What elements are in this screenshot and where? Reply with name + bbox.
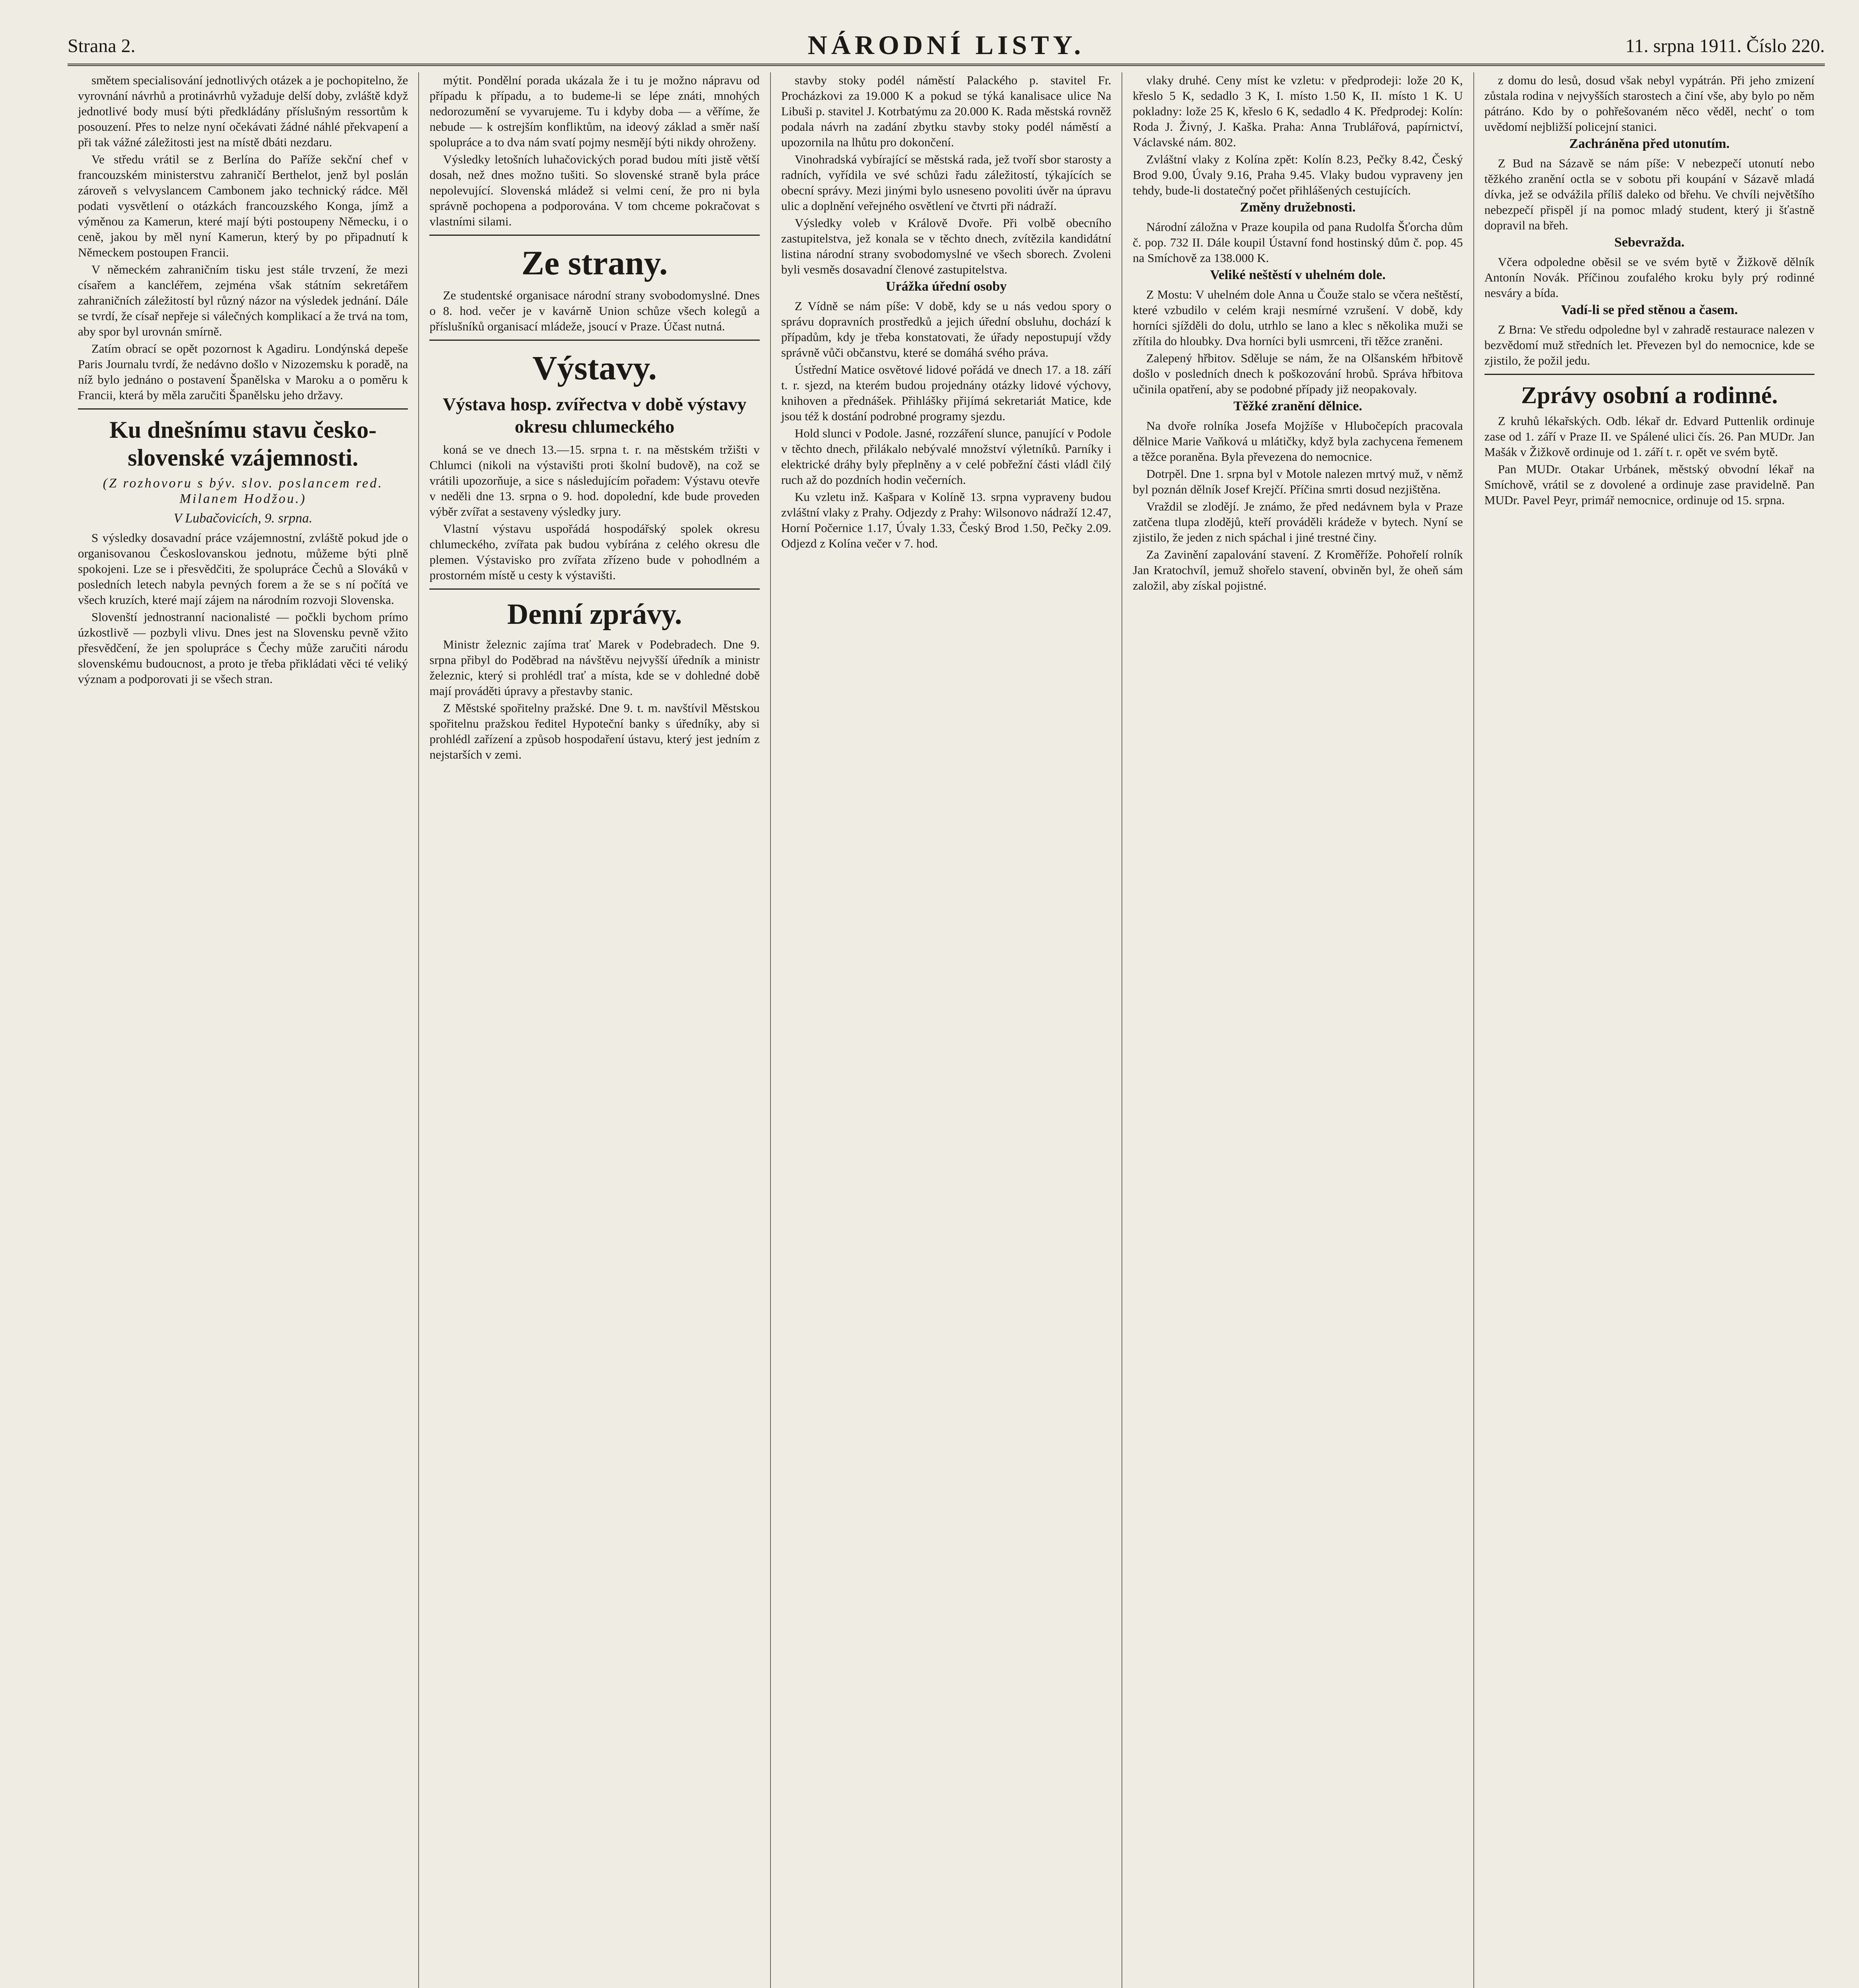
article-paragraph: Z Brna: Ve středu odpoledne byl v zahradě restaurace nalezen v bezvědomí muž středních let. Převezen byl do nemocnice, kde se zjistilo, že požil jedu.: [1484, 322, 1815, 367]
article-paragraph: Dotrpěl. Dne 1. srpna byl v Motole nalezen mrtvý muž, v němž byl poznán dělník Josef Krejčí. Příčina smrti dosud nezjištěna.: [1133, 467, 1463, 496]
article-paragraph: Z kruhů lékařských. Odb. lékař dr. Edvard Puttenlik ordinuje zase od 1. září v Praze II. ve Spálené ulici čís. 26. Pan MUDr. Jan Mašák v Žižkově ordinuje od 1. září t. r. opět ve svém bytě.: [1484, 414, 1815, 459]
article-paragraph: Z Mostu: V uhelném dole Anna u Čouže stalo se včera neštěstí, které vzbudilo v celém kraji nesmírné vzrušení. V době, kdy horníci sjížděli do dolu, utrhlo se lano a klec s několika muži se zřítila do hloubky. Dva horníci byli usmrceni, tři těžce zraněni.: [1133, 287, 1463, 348]
article-byline: (Z rozhovoru s býv. slov. poslancem red. Milanem Hodžou.): [103, 476, 383, 506]
divider: [1484, 374, 1814, 375]
column-5: [1474, 72, 1825, 1988]
article-dateline: V Lubačovicích, 9. srpna.: [173, 511, 312, 526]
article-heading: Vadí-li se před stěnou a časem.: [1561, 303, 1738, 317]
article-paragraph: Výsledky letošních luhačovických porad budou míti jistě větší dosah, než dnes možno tušiti. So slovenské straně byla práce nepolevující. Slovenská mládež si velmi cení, že pro ni byla správně pochopena a podporována. V tom chceme pokračovat s vlastními silami.: [429, 152, 760, 228]
article-paragraph: Za Zavinění zapalování stavení. Z Kroměříže. Pohořelí rolník Jan Kratochvíl, jemuž shořelo stavení, obviněn byl, že oheň sám založil, aby získal pojistné.: [1133, 547, 1463, 592]
article-paragraph: koná se ve dnech 13.—15. srpna t. r. na městském tržišti v Chlumci (nikoli na výstavišti proti školní budově), na což se vrátili upozorňuje, a sice s následujícím pořadem: Výstavu otevře v neděli dne 13. srpna o 9. hod. dopolední, kde bude proveden výběr zvířat a sestaveny výsledky jury.: [429, 443, 760, 518]
article-paragraph: Z Vídně se nám píše: V době, kdy se u nás vedou spory o správu dopravních prostředků a jejich úřední obsluhu, dochází k případům, kdy je třeba konstatovati, že úřady nepostupují vždy správně vůči občanstvu, které se domáhá svého práva.: [781, 299, 1112, 359]
article-paragraph: Včera odpoledne oběsil se ve svém bytě v Žižkově dělník Antonín Novák. Příčinou zoufalého kroku byly prý rodinné nesváry a bída.: [1484, 255, 1815, 300]
column-2: [419, 72, 770, 1988]
article-paragraph: Pan MUDr. Otakar Urbánek, městský obvodní lékař na Smíchově, vrátil se z dovolené a ordinuje zase pravidelně. Pan MUDr. Pavel Peyr, primář nemocnice, ordinuje od 15. srpna.: [1484, 462, 1815, 507]
article-paragraph: smětem specialisování jednotlivých otázek a je pochopitelno, že vyrovnání návrhů a protinávrhů vyžaduje delší doby, zvláště když jednotlivé body musí býti předkládány příslušným ressortům k posouzení. Přes to nelze nyní očekávati žádné náhlé překvapení a při tak vážné záležitosti jest na místě dbáti nezdaru.: [78, 73, 408, 149]
article-paragraph: Z Bud na Sázavě se nám píše: V nebezpečí utonutí nebo těžkého zranění octla se v sobotu při koupání v Sázavě mladá dívka, jež se odvážila příliš daleko od břehu. Ve chvíli největšího nebezpečí přispěl jí na pomoc mladý student, který ji šťastně dopravil na břeh.: [1484, 156, 1815, 232]
column-3: [771, 72, 1122, 1988]
article-paragraph: Vraždil se zlodějí. Je známo, že před nedávnem byla v Praze zatčena tlupa zlodějů, kteří prováděli krádeže v bytech. Nyní se zjistilo, že jeden z nich spáchal i jiné trestné činy.: [1133, 499, 1463, 544]
article-heading: Výstava hosp. zvířectva v době výstavy okresu chlumeckého: [442, 394, 747, 437]
columns: [68, 72, 1825, 1988]
article-paragraph: z domu do lesů, dosud však nebyl vypátrán. Při jeho zmizení zůstala rodina v nejvyšších starostech a činí vše, aby bylo po něm pátráno. Kdo by o pohřešovaném něco věděl, nechť o tom uvědomí nejbližší policejní stanici.: [1484, 73, 1815, 134]
article-paragraph: Národní záložna v Praze koupila od pana Rudolfa Šťorcha dům č. pop. 732 II. Dále koupil Ústavní fond hostinský dům č. pop. 45 na Smíchově za 138.000 K.: [1133, 220, 1463, 265]
article-paragraph: Ministr železnic zajíma trať Marek v Podebradech. Dne 9. srpna přibyl do Poděbrad na návštěvu nejvyšší úředník a ministr železnic, který si prohlédl trať a místa, kde se v dohledné době mají prováděti úpravy a přestavby stanic.: [429, 637, 760, 698]
article-paragraph: Zatím obrací se opět pozornost k Agadiru. Londýnská depeše Paris Journalu tvrdí, že nedávno došlo v Nizozemsku k poradě, na níž bylo jednáno o postavení Španělska v Maroku a o poměru k Francii, která by měla zaručiti Španělsku jeho državy.: [78, 342, 408, 402]
article-paragraph: Na dvoře rolníka Josefa Mojžíše v Hlubočepích pracovala dělnice Marie Vaňková u mlátičky, když byla zachycena řemenem a těžce poraněna. Byla převezena do nemocnice.: [1133, 419, 1463, 464]
section-heading: Denní zprávy.: [507, 598, 682, 631]
column-4: [1122, 72, 1474, 1988]
article-paragraph: Hold slunci v Podole. Jasné, rozzáření slunce, panující v Podole v těchto dnech, přilákalo nebývalé množství výletníků. Parníky i elektrické dráhy byly přeplněny a v celé pobřežní části vládl čilý ruch až do pozdních hodin večerních.: [781, 426, 1112, 487]
notice-paragraph: Ze studentské organisace národní strany svobodomyslné. Dnes o 8. hod. večer je v kavárně Union schůze všech kolegů a příslušníků organisací mládeže, jsoucí v Praze. Účast nutná.: [429, 288, 760, 333]
article-paragraph: Vinohradská vybírající se městská rada, jež tvoří sbor starosty a radních, vyřídila ve své schůzi řadu záležitostí, týkajících se obecní správy. Mezi jinými bylo usneseno povoliti úvěr na úpravu ulic a doplnění veřejného osvětlení ve čtvrti při nádraží.: [781, 152, 1112, 213]
article-paragraph: Výsledky voleb v Králově Dvoře. Při volbě obecního zastupitelstva, jež konala se v těchto dnech, zvítězila kandidátní listina národní strany svobodomyslné ve všech sborech. Zvoleni byli vesměs dosavadní členové zastupitelstva.: [781, 216, 1112, 276]
article-paragraph: Slovenští jednostranní nacionalisté — počkli bychom prímo úzkostlivě — pozbyli vlivu. Dnes jest na Slovensku pevně vžito přesvědčení, že jen spolupráce s Čechy může zaručiti národu slovenskému budoucnost, a proto je třeba přikládati věci té veliký význam a podporovati ji se všech stran.: [78, 610, 408, 686]
page-number: Strana 2.: [68, 35, 136, 56]
article-paragraph: Ústřední Matice osvětové lidové pořádá ve dnech 17. a 18. září t. r. sjezd, na kterém budou projednány otázky lidové výchovy, knihoven a přednášek. Přihlášky přijímá sekretariát Matice, kde jsou též k dostání podrobné programy sjezdu.: [781, 363, 1112, 423]
section-heading: Výstavy.: [532, 349, 657, 387]
article-paragraph: V německém zahraničním tisku jest stále trvzení, že mezi císařem a kancléřem, zejména však státním sekretářem zahraničních záležitostí byl různý názor na výsledek jednání. Dále se tvrdí, že císař nepřeje si válečných komplikací a že trvá na tom, aby spor byl urovnán smírně.: [78, 262, 408, 338]
article-paragraph: Vlastní výstavu uspořádá hospodářský spolek okresu chlumeckého, zvířata pak budou vybírána z celého okresu dle plemen. Výstavisko pro zvířata zřízeno bude v pohodlném a prostorném místě u cesty k výstavišti.: [429, 522, 760, 582]
article-paragraph: mýtit. Pondělní porada ukázala že i tu je možno nápravu od případu k případu, a to budeme-li se lépe znáti, mnohých nedorozumění se vyvarujeme. Tu i kdyby doba — a věříme, že nebude — k ostrejším konfliktům, na ideový základ a směr naší spolupráce a to dva nám svatí pojmy nesmějí býti nikdy ohroženy.: [429, 73, 760, 149]
issue-date: 11. srpna 1911. Číslo 220.: [1625, 35, 1825, 56]
article-paragraph: Ve středu vrátil se z Berlína do Paříže sekční chef v francouzském ministerstvu zahraničí Berthelot, jenž byl poslán zároveň s velvyslancem Cambonem jako technický rádce. Měl podati vysvětlení o otázkách francouzského Konga, jímž a výměnou za Kamerun, které mají býti postoupeny Německu, i o ceně, jakou by měl nyní Kamerun, který by po připadnutí k Německem postoupen Francii.: [78, 152, 408, 259]
article-paragraph: Ku vzletu inž. Kašpara v Kolíně 13. srpna vypraveny budou zvláštní vlaky z Prahy. Odjezdy z Prahy: Wilsonovo nádraží 12.47, Horní Počernice 1.17, Úvaly 1.33, Český Brod 1.50, Pečky 2.09. Odjezd z Kolína večer v 7. hod.: [781, 490, 1112, 550]
section-heading: Ze strany.: [521, 244, 668, 282]
article-heading: Veliké neštěstí v uhelném dole.: [1210, 268, 1386, 282]
column-1: [68, 72, 419, 1988]
divider: [429, 235, 759, 236]
divider: [78, 408, 408, 410]
article-paragraph: Z Městské spořitelny pražské. Dne 9. t. m. navštívil Městskou spořitelnu pražskou ředitel Hypoteční banky s úředníky, aby si prohlédl zařízení a způsob hospodaření ústavu, který jest jedním z nejstarších v zemi.: [429, 701, 760, 761]
article-paragraph: S výsledky dosavadní práce vzájemnostní, zvláště pokud jde o organisovanou Českoslovanskou jednotu, můžeme býti plně spokojeni. Lze se i přesvědčiti, že spolupráce Čechů a Slováků v posledních letech nabyla pevných forem a že se s ní počítá ve všech kruzích, které mají zájem na národním rozvoji Slovenska.: [78, 531, 408, 607]
article-paragraph: Zvláštní vlaky z Kolína zpět: Kolín 8.23, Pečky 8.42, Český Brod 9.00, Úvaly 9.16, Praha 9.45. Vlaky budou vypraveny jen tehdy, bude-li dostatečný počet přihlášených cestujících.: [1133, 152, 1463, 197]
article-heading: Změny družebnosti.: [1240, 200, 1356, 215]
divider: [429, 340, 759, 341]
newspaper-page: [68, 28, 1825, 1988]
article-heading: Sebevražda.: [1614, 235, 1685, 250]
article-paragraph: stavby stoky podél náměstí Palackého p. stavitel Fr. Procházkovi za 19.000 K a pokud se týká kanalisace ulice Na Libuši p. stavitel J. Kotrbatýmu za 20.000 K. Rada městská rovněž podala návrh na zadání zbytku stavby stoky podél náměstí a upozornila na lhůtu pro dokončení.: [781, 73, 1112, 149]
masthead: [68, 28, 1825, 66]
article-heading: Urážka úřední osoby: [885, 279, 1007, 294]
article-paragraph: vlaky druhé. Ceny míst ke vzletu: v předprodeji: lože 20 K, křeslo 5 K, sedadlo 3 K, I. místo 1.50 K, II. místo 1 K. U pokladny: lože 25 K, křeslo 6 K, sedadlo 4 K. Předprodej: Kolín: Roda J. Živný, J. Kaška. Praha: Anna Trublářová, papírnictví, Václavské nám. 802.: [1133, 73, 1463, 149]
newspaper-title: NÁRODNÍ LISTY.: [807, 30, 1085, 60]
article-heading: Ku dnešnímu stavu česko-slovenské vzájemnosti.: [109, 417, 377, 471]
divider: [429, 588, 759, 590]
article-paragraph: Zalepený hřbitov. Sděluje se nám, že na Olšanském hřbitově došlo v posledních dnech k poškozování hrobů. Správa hřbitova učinila opatření, aby se podobné případy již neopakovaly.: [1133, 351, 1463, 396]
article-heading: Těžké zranění dělnice.: [1233, 399, 1362, 414]
section-heading: Zprávy osobní a rodinné.: [1521, 382, 1778, 408]
article-heading: Zachráněna před utonutím.: [1569, 136, 1730, 151]
